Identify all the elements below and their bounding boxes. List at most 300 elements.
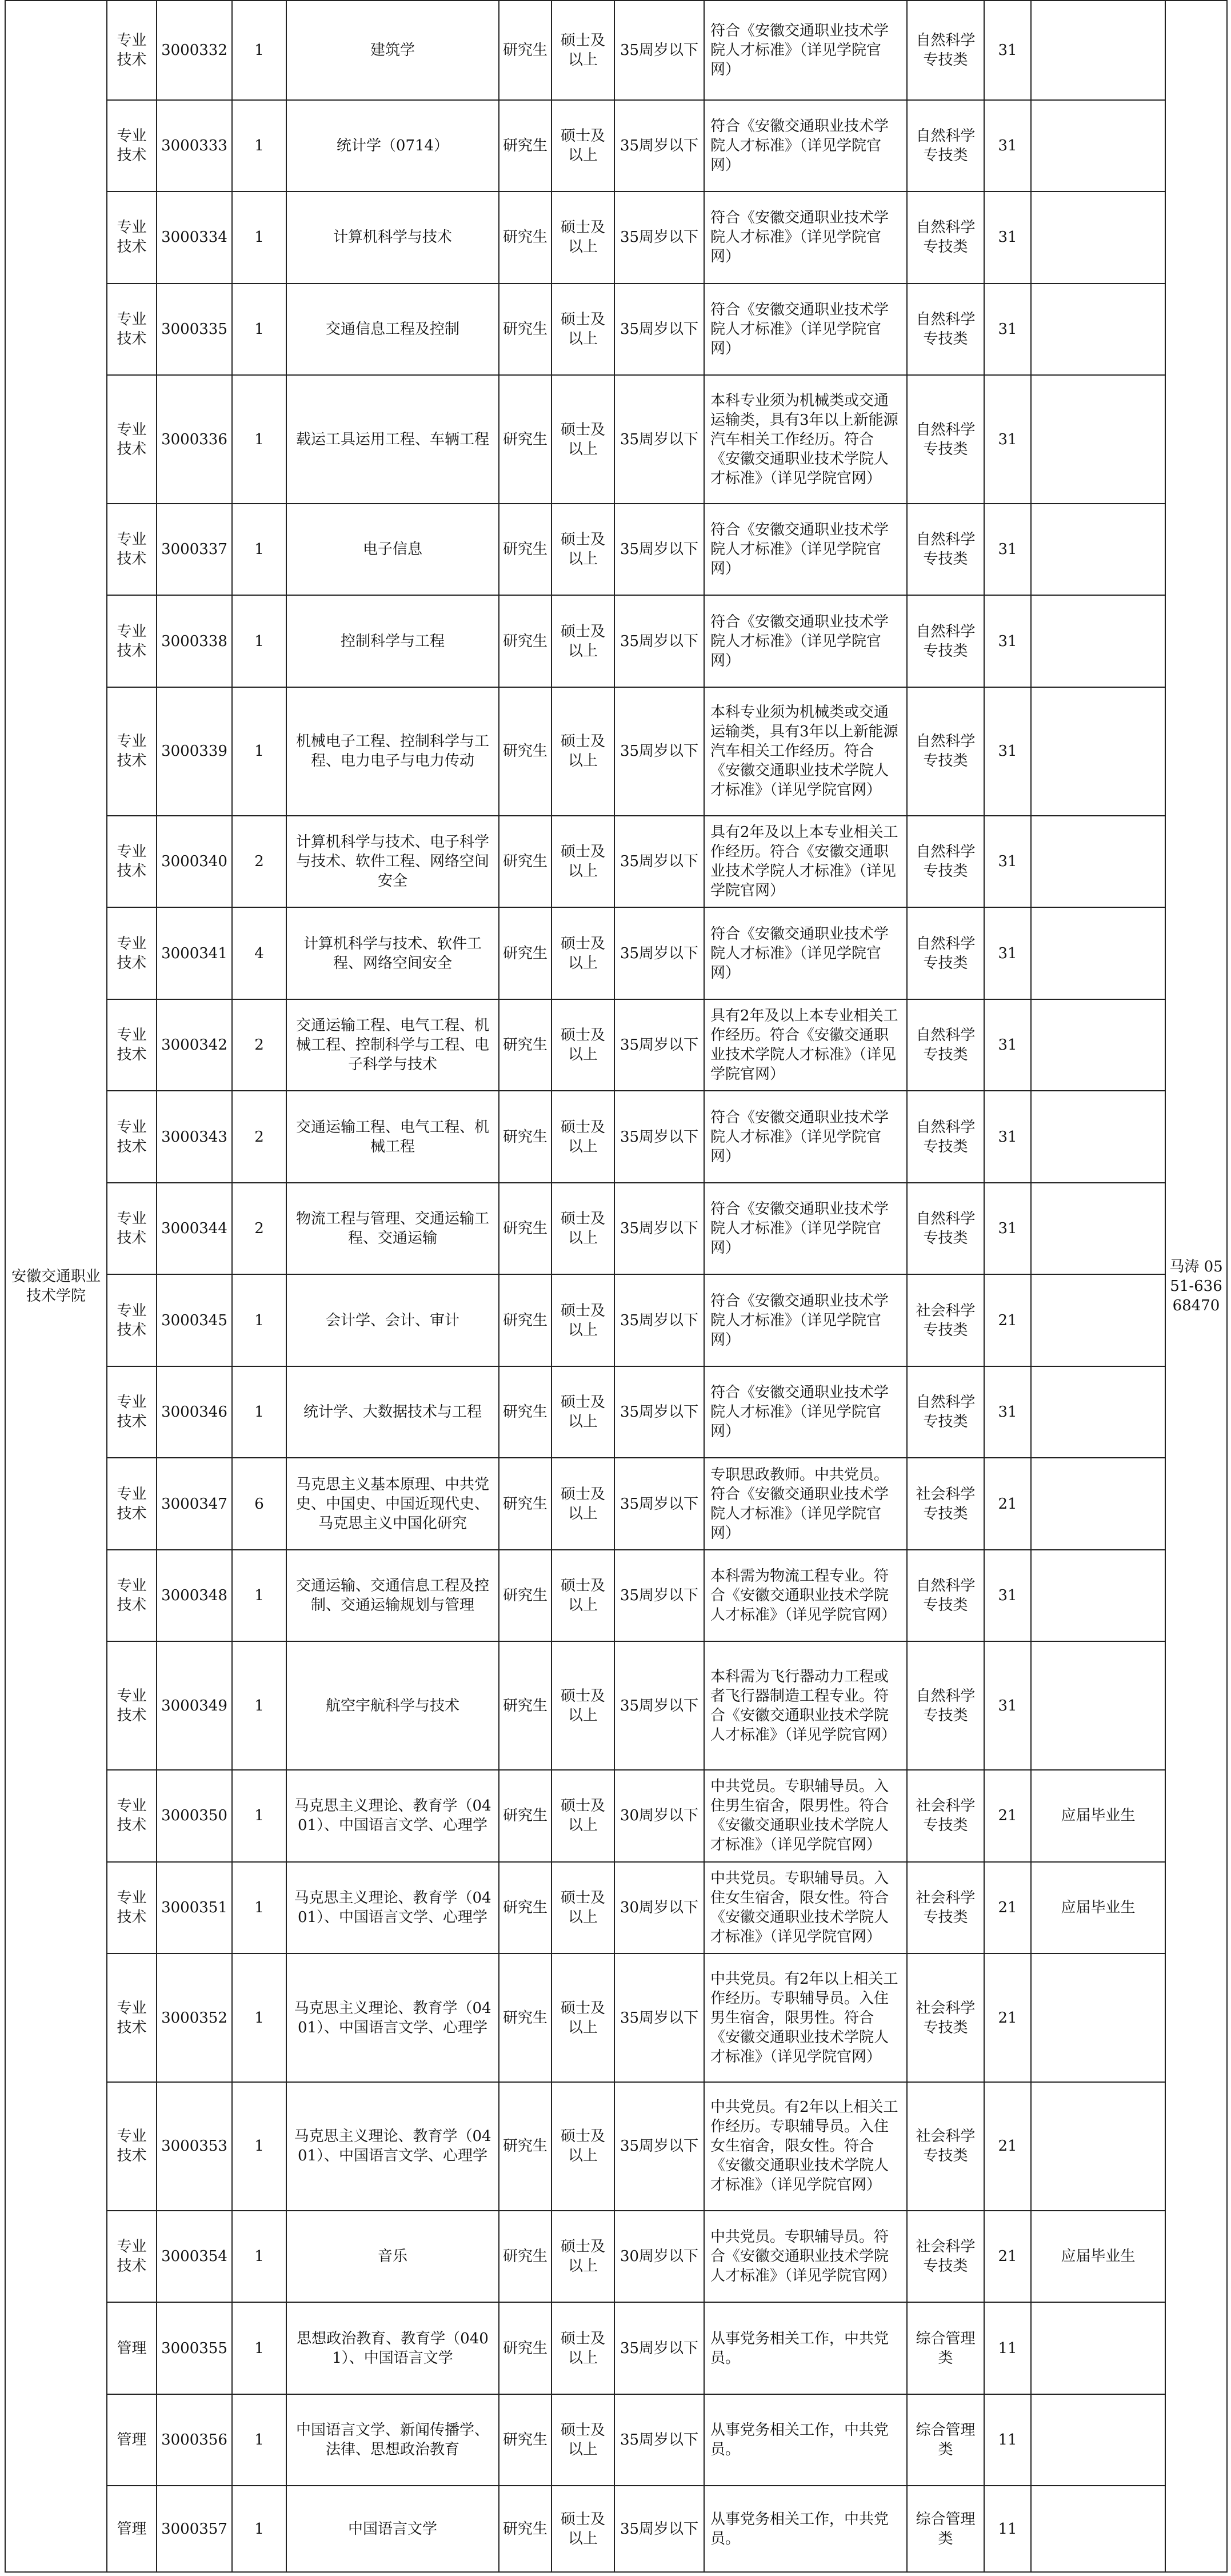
major-cell: 统计学（0714） xyxy=(286,100,499,192)
degree-cell: 硕士及以上 xyxy=(551,504,614,596)
job-type-cell: 专业技术 xyxy=(107,2082,157,2211)
age-limit-cell: 35周岁以下 xyxy=(614,999,704,1091)
job-type-cell: 管理 xyxy=(107,2302,157,2394)
exam-category-cell: 自然科学专技类 xyxy=(907,1,984,100)
education-cell: 研究生 xyxy=(499,1862,551,1954)
age-limit-cell: 35周岁以下 xyxy=(614,687,704,816)
age-limit-cell: 35周岁以下 xyxy=(614,2394,704,2486)
age-limit-cell: 35周岁以下 xyxy=(614,1183,704,1275)
exam-code-cell: 31 xyxy=(984,284,1031,376)
education-cell: 研究生 xyxy=(499,1274,551,1366)
remark-cell xyxy=(1031,1641,1165,1770)
education-cell: 研究生 xyxy=(499,595,551,687)
education-cell: 研究生 xyxy=(499,1091,551,1183)
age-limit-cell: 35周岁以下 xyxy=(614,375,704,504)
major-cell: 航空宇航科学与技术 xyxy=(286,1641,499,1770)
degree-cell: 硕士及以上 xyxy=(551,375,614,504)
major-cell: 马克思主义理论、教育学（0401）、中国语言文学、心理学 xyxy=(286,1862,499,1954)
post-code-cell: 3000357 xyxy=(157,2486,232,2572)
age-limit-cell: 35周岁以下 xyxy=(614,504,704,596)
remark-cell xyxy=(1031,816,1165,908)
exam-code-cell: 31 xyxy=(984,1641,1031,1770)
degree-cell: 硕士及以上 xyxy=(551,100,614,192)
requirements-cell: 中共党员。有2年以上相关工作经历。专职辅导员。入住男生宿舍，限男性。符合《安徽交通职业技术学院人才标准》（详见学院官网） xyxy=(704,1953,907,2082)
post-code-cell: 3000338 xyxy=(157,595,232,687)
exam-category-cell: 自然科学专技类 xyxy=(907,1091,984,1183)
education-cell: 研究生 xyxy=(499,504,551,596)
education-cell: 研究生 xyxy=(499,2082,551,2211)
post-code-cell: 3000345 xyxy=(157,1274,232,1366)
degree-cell: 硕士及以上 xyxy=(551,1953,614,2082)
major-cell: 交通运输、交通信息工程及控制、交通运输规划与管理 xyxy=(286,1550,499,1642)
degree-cell: 硕士及以上 xyxy=(551,595,614,687)
job-type-cell: 专业技术 xyxy=(107,504,157,596)
post-code-cell: 3000346 xyxy=(157,1366,232,1458)
requirements-cell: 符合《安徽交通职业技术学院人才标准》（详见学院官网） xyxy=(704,907,907,999)
job-type-cell: 专业技术 xyxy=(107,1458,157,1550)
exam-category-cell: 综合管理类 xyxy=(907,2394,984,2486)
headcount-cell: 1 xyxy=(232,504,286,596)
job-type-cell: 专业技术 xyxy=(107,1550,157,1642)
table-row xyxy=(5,1862,1227,1954)
remark-cell: 应届毕业生 xyxy=(1031,2211,1165,2303)
degree-cell: 硕士及以上 xyxy=(551,1641,614,1770)
headcount-cell: 1 xyxy=(232,2082,286,2211)
major-cell: 计算机科学与技术、电子科学与技术、软件工程、网络空间安全 xyxy=(286,816,499,908)
education-cell: 研究生 xyxy=(499,375,551,504)
education-cell: 研究生 xyxy=(499,816,551,908)
post-code-cell: 3000341 xyxy=(157,907,232,999)
headcount-cell: 1 xyxy=(232,1641,286,1770)
job-type-cell: 专业技术 xyxy=(107,1862,157,1954)
remark-cell xyxy=(1031,2394,1165,2486)
job-type-cell: 专业技术 xyxy=(107,284,157,376)
exam-code-cell: 21 xyxy=(984,1862,1031,1954)
post-code-cell: 3000356 xyxy=(157,2394,232,2486)
job-type-cell: 专业技术 xyxy=(107,1953,157,2082)
job-type-cell: 专业技术 xyxy=(107,375,157,504)
requirements-cell: 符合《安徽交通职业技术学院人才标准》（详见学院官网） xyxy=(704,1091,907,1183)
table-row xyxy=(5,192,1227,284)
exam-code-cell: 31 xyxy=(984,1091,1031,1183)
job-type-cell: 管理 xyxy=(107,2486,157,2572)
job-type-cell: 专业技术 xyxy=(107,2211,157,2303)
major-cell: 思想政治教育、教育学（0401）、中国语言文学 xyxy=(286,2302,499,2394)
exam-code-cell: 31 xyxy=(984,999,1031,1091)
exam-category-cell: 自然科学专技类 xyxy=(907,1550,984,1642)
job-type-cell: 专业技术 xyxy=(107,1641,157,1770)
post-code-cell: 3000354 xyxy=(157,2211,232,2303)
education-cell: 研究生 xyxy=(499,907,551,999)
post-code-cell: 3000333 xyxy=(157,100,232,192)
age-limit-cell: 35周岁以下 xyxy=(614,907,704,999)
age-limit-cell: 30周岁以下 xyxy=(614,1862,704,1954)
post-code-cell: 3000349 xyxy=(157,1641,232,1770)
headcount-cell: 1 xyxy=(232,2394,286,2486)
remark-cell xyxy=(1031,284,1165,376)
requirements-cell: 中共党员。有2年以上相关工作经历。专职辅导员。入住女生宿舍，限女性。符合《安徽交通职业技术学院人才标准》（详见学院官网） xyxy=(704,2082,907,2211)
post-code-cell: 3000355 xyxy=(157,2302,232,2394)
remark-cell xyxy=(1031,1550,1165,1642)
job-type-cell: 管理 xyxy=(107,2394,157,2486)
exam-code-cell: 31 xyxy=(984,100,1031,192)
education-cell: 研究生 xyxy=(499,1,551,100)
major-cell: 马克思主义理论、教育学（0401）、中国语言文学、心理学 xyxy=(286,2082,499,2211)
remark-cell xyxy=(1031,504,1165,596)
table-row xyxy=(5,816,1227,908)
headcount-cell: 1 xyxy=(232,192,286,284)
exam-category-cell: 自然科学专技类 xyxy=(907,1641,984,1770)
recruitment-table xyxy=(5,0,1228,2573)
major-cell: 中国语言文学、新闻传播学、法律、思想政治教育 xyxy=(286,2394,499,2486)
remark-cell xyxy=(1031,1458,1165,1550)
major-cell: 计算机科学与技术、软件工程、网络空间安全 xyxy=(286,907,499,999)
degree-cell: 硕士及以上 xyxy=(551,1550,614,1642)
post-code-cell: 3000342 xyxy=(157,999,232,1091)
exam-code-cell: 31 xyxy=(984,192,1031,284)
headcount-cell: 2 xyxy=(232,999,286,1091)
exam-category-cell: 自然科学专技类 xyxy=(907,595,984,687)
exam-code-cell: 31 xyxy=(984,1550,1031,1642)
headcount-cell: 1 xyxy=(232,1953,286,2082)
table-body xyxy=(5,1,1227,2572)
degree-cell: 硕士及以上 xyxy=(551,999,614,1091)
requirements-cell: 符合《安徽交通职业技术学院人才标准》（详见学院官网） xyxy=(704,284,907,376)
education-cell: 研究生 xyxy=(499,1366,551,1458)
exam-category-cell: 社会科学专技类 xyxy=(907,1458,984,1550)
remark-cell xyxy=(1031,999,1165,1091)
post-code-cell: 3000350 xyxy=(157,1770,232,1862)
education-cell: 研究生 xyxy=(499,1953,551,2082)
job-type-cell: 专业技术 xyxy=(107,1366,157,1458)
age-limit-cell: 35周岁以下 xyxy=(614,1091,704,1183)
remark-cell xyxy=(1031,907,1165,999)
major-cell: 中国语言文学 xyxy=(286,2486,499,2572)
exam-category-cell: 自然科学专技类 xyxy=(907,687,984,816)
remark-cell: 应届毕业生 xyxy=(1031,1862,1165,1954)
headcount-cell: 2 xyxy=(232,816,286,908)
education-cell: 研究生 xyxy=(499,1458,551,1550)
major-cell: 音乐 xyxy=(286,2211,499,2303)
degree-cell: 硕士及以上 xyxy=(551,1862,614,1954)
exam-category-cell: 自然科学专技类 xyxy=(907,192,984,284)
major-cell: 计算机科学与技术 xyxy=(286,192,499,284)
headcount-cell: 1 xyxy=(232,687,286,816)
remark-cell xyxy=(1031,2302,1165,2394)
table-row xyxy=(5,1274,1227,1366)
table-row xyxy=(5,1183,1227,1275)
major-cell: 交通运输工程、电气工程、机械工程、控制科学与工程、电子科学与技术 xyxy=(286,999,499,1091)
requirements-cell: 本科专业须为机械类或交通运输类，具有3年以上新能源汽车相关工作经历。符合《安徽交通职业技术学院人才标准》（详见学院官网） xyxy=(704,375,907,504)
major-cell: 建筑学 xyxy=(286,1,499,100)
requirements-cell: 本科需为飞行器动力工程或者飞行器制造工程专业。符合《安徽交通职业技术学院人才标准》（详见学院官网） xyxy=(704,1641,907,1770)
exam-code-cell: 31 xyxy=(984,816,1031,908)
table-row xyxy=(5,2394,1227,2486)
headcount-cell: 2 xyxy=(232,1183,286,1275)
degree-cell: 硕士及以上 xyxy=(551,284,614,376)
requirements-cell: 具有2年及以上本专业相关工作经历。符合《安徽交通职业技术学院人才标准》（详见学院官网） xyxy=(704,816,907,908)
headcount-cell: 6 xyxy=(232,1458,286,1550)
post-code-cell: 3000335 xyxy=(157,284,232,376)
post-code-cell: 3000334 xyxy=(157,192,232,284)
major-cell: 马克思主义基本原理、中共党史、中国史、中国近现代史、马克思主义中国化研究 xyxy=(286,1458,499,1550)
major-cell: 控制科学与工程 xyxy=(286,595,499,687)
degree-cell: 硕士及以上 xyxy=(551,1274,614,1366)
age-limit-cell: 35周岁以下 xyxy=(614,192,704,284)
headcount-cell: 1 xyxy=(232,2211,286,2303)
post-code-cell: 3000340 xyxy=(157,816,232,908)
exam-code-cell: 31 xyxy=(984,1,1031,100)
age-limit-cell: 35周岁以下 xyxy=(614,1953,704,2082)
table-row xyxy=(5,1091,1227,1183)
employer-unit-cell: 安徽交通职业技术学院 xyxy=(5,1,107,2572)
requirements-cell: 中共党员。专职辅导员。入住男生宿舍，限男性。符合《安徽交通职业技术学院人才标准》（详见学院官网） xyxy=(704,1770,907,1862)
headcount-cell: 1 xyxy=(232,375,286,504)
job-type-cell: 专业技术 xyxy=(107,1,157,100)
education-cell: 研究生 xyxy=(499,1770,551,1862)
age-limit-cell: 30周岁以下 xyxy=(614,1770,704,1862)
post-code-cell: 3000336 xyxy=(157,375,232,504)
remark-cell xyxy=(1031,1,1165,100)
requirements-cell: 中共党员。专职辅导员。符合《安徽交通职业技术学院人才标准》（详见学院官网） xyxy=(704,2211,907,2303)
degree-cell: 硕士及以上 xyxy=(551,2394,614,2486)
job-type-cell: 专业技术 xyxy=(107,999,157,1091)
remark-cell xyxy=(1031,1183,1165,1275)
table-row xyxy=(5,1641,1227,1770)
exam-code-cell: 21 xyxy=(984,1458,1031,1550)
remark-cell xyxy=(1031,687,1165,816)
requirements-cell: 从事党务相关工作，中共党员。 xyxy=(704,2486,907,2572)
job-type-cell: 专业技术 xyxy=(107,1274,157,1366)
post-code-cell: 3000337 xyxy=(157,504,232,596)
job-type-cell: 专业技术 xyxy=(107,1183,157,1275)
headcount-cell: 1 xyxy=(232,2486,286,2572)
exam-category-cell: 自然科学专技类 xyxy=(907,375,984,504)
remark-cell xyxy=(1031,595,1165,687)
requirements-cell: 符合《安徽交通职业技术学院人才标准》（详见学院官网） xyxy=(704,100,907,192)
post-code-cell: 3000348 xyxy=(157,1550,232,1642)
major-cell: 交通信息工程及控制 xyxy=(286,284,499,376)
headcount-cell: 1 xyxy=(232,1,286,100)
requirements-cell: 符合《安徽交通职业技术学院人才标准》（详见学院官网） xyxy=(704,192,907,284)
remark-cell xyxy=(1031,1953,1165,2082)
post-code-cell: 3000339 xyxy=(157,687,232,816)
job-type-cell: 专业技术 xyxy=(107,595,157,687)
post-code-cell: 3000352 xyxy=(157,1953,232,2082)
remark-cell xyxy=(1031,375,1165,504)
exam-code-cell: 31 xyxy=(984,1366,1031,1458)
requirements-cell: 符合《安徽交通职业技术学院人才标准》（详见学院官网） xyxy=(704,504,907,596)
table-row xyxy=(5,100,1227,192)
age-limit-cell: 30周岁以下 xyxy=(614,2211,704,2303)
education-cell: 研究生 xyxy=(499,1183,551,1275)
post-code-cell: 3000332 xyxy=(157,1,232,100)
job-type-cell: 专业技术 xyxy=(107,1091,157,1183)
age-limit-cell: 35周岁以下 xyxy=(614,816,704,908)
exam-code-cell: 31 xyxy=(984,504,1031,596)
requirements-cell: 本科需为物流工程专业。符合《安徽交通职业技术学院人才标准》（详见学院官网） xyxy=(704,1550,907,1642)
requirements-cell: 符合《安徽交通职业技术学院人才标准》（详见学院官网） xyxy=(704,1,907,100)
post-code-cell: 3000347 xyxy=(157,1458,232,1550)
exam-code-cell: 21 xyxy=(984,2211,1031,2303)
table-row xyxy=(5,1550,1227,1642)
exam-code-cell: 21 xyxy=(984,1770,1031,1862)
job-type-cell: 专业技术 xyxy=(107,687,157,816)
degree-cell: 硕士及以上 xyxy=(551,2486,614,2572)
degree-cell: 硕士及以上 xyxy=(551,1770,614,1862)
table-row xyxy=(5,687,1227,816)
table-row xyxy=(5,595,1227,687)
requirements-cell: 符合《安徽交通职业技术学院人才标准》（详见学院官网） xyxy=(704,1366,907,1458)
remark-cell xyxy=(1031,192,1165,284)
requirements-cell: 中共党员。专职辅导员。入住女生宿舍，限女性。符合《安徽交通职业技术学院人才标准》（详见学院官网） xyxy=(704,1862,907,1954)
post-code-cell: 3000353 xyxy=(157,2082,232,2211)
exam-code-cell: 21 xyxy=(984,2082,1031,2211)
major-cell: 会计学、会计、审计 xyxy=(286,1274,499,1366)
table-row xyxy=(5,2486,1227,2572)
exam-category-cell: 自然科学专技类 xyxy=(907,1183,984,1275)
major-cell: 马克思主义理论、教育学（0401）、中国语言文学、心理学 xyxy=(286,1770,499,1862)
requirements-cell: 符合《安徽交通职业技术学院人才标准》（详见学院官网） xyxy=(704,1183,907,1275)
age-limit-cell: 35周岁以下 xyxy=(614,1366,704,1458)
exam-code-cell: 21 xyxy=(984,1274,1031,1366)
headcount-cell: 1 xyxy=(232,595,286,687)
exam-code-cell: 11 xyxy=(984,2302,1031,2394)
age-limit-cell: 35周岁以下 xyxy=(614,2486,704,2572)
age-limit-cell: 35周岁以下 xyxy=(614,1274,704,1366)
requirements-cell: 符合《安徽交通职业技术学院人才标准》（详见学院官网） xyxy=(704,1274,907,1366)
table-row xyxy=(5,999,1227,1091)
exam-category-cell: 自然科学专技类 xyxy=(907,284,984,376)
education-cell: 研究生 xyxy=(499,687,551,816)
exam-category-cell: 社会科学专技类 xyxy=(907,1274,984,1366)
post-code-cell: 3000344 xyxy=(157,1183,232,1275)
exam-code-cell: 11 xyxy=(984,2486,1031,2572)
age-limit-cell: 35周岁以下 xyxy=(614,1458,704,1550)
exam-code-cell: 31 xyxy=(984,1183,1031,1275)
headcount-cell: 1 xyxy=(232,284,286,376)
exam-category-cell: 自然科学专技类 xyxy=(907,999,984,1091)
education-cell: 研究生 xyxy=(499,1641,551,1770)
education-cell: 研究生 xyxy=(499,2486,551,2572)
education-cell: 研究生 xyxy=(499,1550,551,1642)
headcount-cell: 4 xyxy=(232,907,286,999)
post-code-cell: 3000343 xyxy=(157,1091,232,1183)
job-type-cell: 专业技术 xyxy=(107,100,157,192)
exam-code-cell: 31 xyxy=(984,687,1031,816)
remark-cell: 应届毕业生 xyxy=(1031,1770,1165,1862)
headcount-cell: 2 xyxy=(232,1091,286,1183)
table-row xyxy=(5,907,1227,999)
degree-cell: 硕士及以上 xyxy=(551,2302,614,2394)
age-limit-cell: 35周岁以下 xyxy=(614,2082,704,2211)
education-cell: 研究生 xyxy=(499,999,551,1091)
education-cell: 研究生 xyxy=(499,192,551,284)
major-cell: 统计学、大数据技术与工程 xyxy=(286,1366,499,1458)
table-row xyxy=(5,2211,1227,2303)
requirements-cell: 符合《安徽交通职业技术学院人才标准》（详见学院官网） xyxy=(704,595,907,687)
age-limit-cell: 35周岁以下 xyxy=(614,2302,704,2394)
job-type-cell: 专业技术 xyxy=(107,907,157,999)
table-row xyxy=(5,504,1227,596)
job-type-cell: 专业技术 xyxy=(107,816,157,908)
major-cell: 机械电子工程、控制科学与工程、电力电子与电力传动 xyxy=(286,687,499,816)
requirements-cell: 从事党务相关工作，中共党员。 xyxy=(704,2302,907,2394)
remark-cell xyxy=(1031,100,1165,192)
education-cell: 研究生 xyxy=(499,2302,551,2394)
education-cell: 研究生 xyxy=(499,100,551,192)
table-row xyxy=(5,2082,1227,2211)
degree-cell: 硕士及以上 xyxy=(551,2082,614,2211)
requirements-cell: 具有2年及以上本专业相关工作经历。符合《安徽交通职业技术学院人才标准》（详见学院官网） xyxy=(704,999,907,1091)
remark-cell xyxy=(1031,1274,1165,1366)
major-cell: 交通运输工程、电气工程、机械工程 xyxy=(286,1091,499,1183)
major-cell: 载运工具运用工程、车辆工程 xyxy=(286,375,499,504)
table-row xyxy=(5,1,1227,100)
exam-category-cell: 综合管理类 xyxy=(907,2302,984,2394)
major-cell: 物流工程与管理、交通运输工程、交通运输 xyxy=(286,1183,499,1275)
exam-category-cell: 自然科学专技类 xyxy=(907,907,984,999)
headcount-cell: 1 xyxy=(232,1366,286,1458)
requirements-cell: 本科专业须为机械类或交通运输类，具有3年以上新能源汽车相关工作经历。符合《安徽交通职业技术学院人才标准》（详见学院官网） xyxy=(704,687,907,816)
degree-cell: 硕士及以上 xyxy=(551,816,614,908)
age-limit-cell: 35周岁以下 xyxy=(614,1550,704,1642)
headcount-cell: 1 xyxy=(232,100,286,192)
contact-cell: 马涛 0551-63668470 xyxy=(1165,1,1227,2572)
degree-cell: 硕士及以上 xyxy=(551,1366,614,1458)
table-row xyxy=(5,1458,1227,1550)
age-limit-cell: 35周岁以下 xyxy=(614,284,704,376)
exam-category-cell: 自然科学专技类 xyxy=(907,816,984,908)
headcount-cell: 1 xyxy=(232,1862,286,1954)
education-cell: 研究生 xyxy=(499,2211,551,2303)
exam-category-cell: 自然科学专技类 xyxy=(907,1366,984,1458)
post-code-cell: 3000351 xyxy=(157,1862,232,1954)
exam-code-cell: 11 xyxy=(984,2394,1031,2486)
remark-cell xyxy=(1031,2082,1165,2211)
exam-code-cell: 31 xyxy=(984,907,1031,999)
age-limit-cell: 35周岁以下 xyxy=(614,1641,704,1770)
table-row xyxy=(5,1366,1227,1458)
headcount-cell: 1 xyxy=(232,1770,286,1862)
remark-cell xyxy=(1031,1091,1165,1183)
table-row xyxy=(5,375,1227,504)
job-type-cell: 专业技术 xyxy=(107,1770,157,1862)
exam-category-cell: 社会科学专技类 xyxy=(907,1953,984,2082)
exam-code-cell: 31 xyxy=(984,595,1031,687)
table-row xyxy=(5,2302,1227,2394)
major-cell: 电子信息 xyxy=(286,504,499,596)
table-row xyxy=(5,1770,1227,1862)
exam-category-cell: 社会科学专技类 xyxy=(907,2082,984,2211)
exam-category-cell: 自然科学专技类 xyxy=(907,504,984,596)
exam-code-cell: 21 xyxy=(984,1953,1031,2082)
degree-cell: 硕士及以上 xyxy=(551,687,614,816)
table-row xyxy=(5,1953,1227,2082)
remark-cell xyxy=(1031,2486,1165,2572)
job-type-cell: 专业技术 xyxy=(107,192,157,284)
degree-cell: 硕士及以上 xyxy=(551,2211,614,2303)
headcount-cell: 1 xyxy=(232,2302,286,2394)
degree-cell: 硕士及以上 xyxy=(551,907,614,999)
exam-category-cell: 社会科学专技类 xyxy=(907,2211,984,2303)
education-cell: 研究生 xyxy=(499,2394,551,2486)
age-limit-cell: 35周岁以下 xyxy=(614,100,704,192)
degree-cell: 硕士及以上 xyxy=(551,1458,614,1550)
education-cell: 研究生 xyxy=(499,284,551,376)
degree-cell: 硕士及以上 xyxy=(551,1091,614,1183)
age-limit-cell: 35周岁以下 xyxy=(614,1,704,100)
